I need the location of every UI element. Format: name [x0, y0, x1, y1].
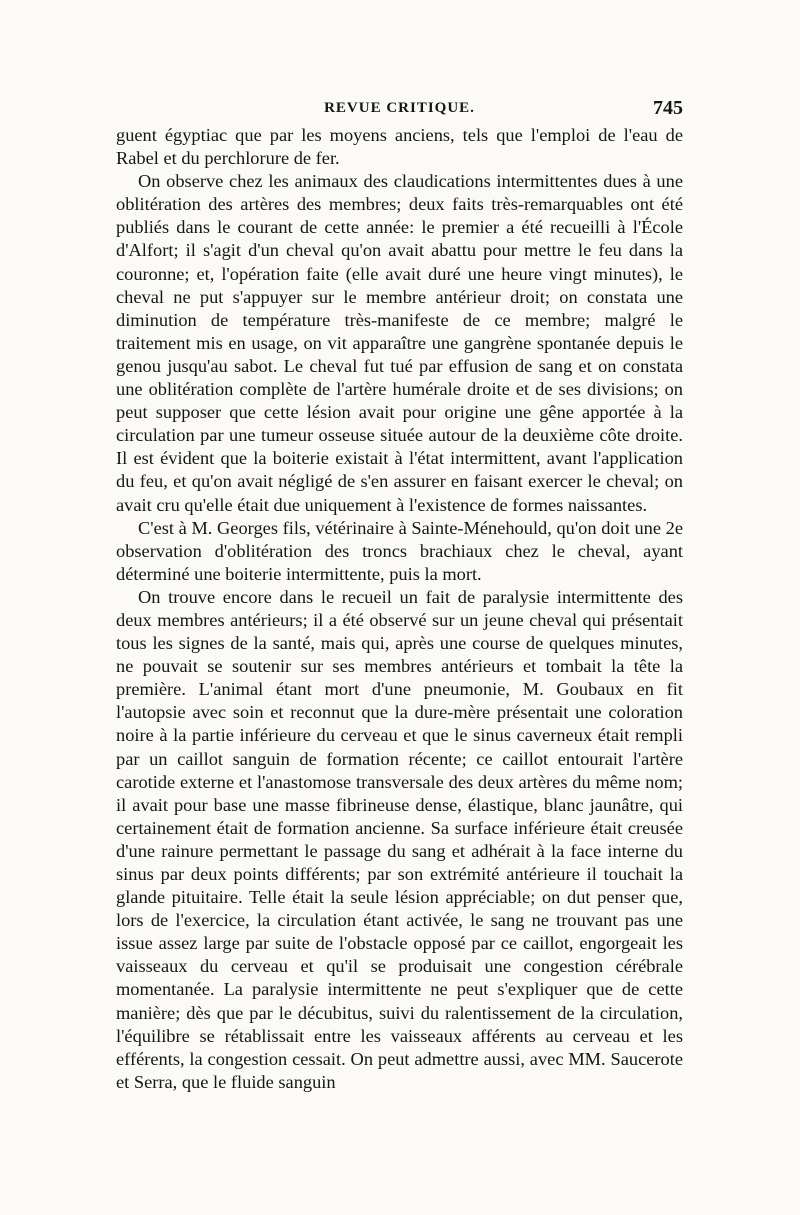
- body-text: [116, 124, 683, 1094]
- page-header: [116, 97, 683, 121]
- paragraph-claudications: On observe chez les animaux des claudications intermittentes dues à une oblitération des artères des membres; deux faits très-remarquables ont été publiés dans le courant de cette année: le premier a été recueilli à l'École d'Alfort; il s'agit d'un cheval qu'on avait abattu pour mettre le feu dans la couronne; et, l'opération faite (elle avait duré une heure vingt minutes), le cheval ne put s'appuyer sur le membre antérieur droit; on constata une diminution de température très-manifeste de ce membre; malgré le traitement mis en usage, on vit apparaître une gangrène spontanée depuis le genou jusqu'au sabot. Le cheval fut tué par effusion de sang et on constata une oblitération complète de l'artère humérale droite et de ses divisions; on peut supposer que cette lésion avait pour origine une gêne apportée à la circulation par une tumeur osseuse située autour de la deuxième côte droite. Il est évident que la boiterie existait à l'état intermittent, avant l'application du feu, et qu'on avait négligé de s'en assurer en faisant exercer le cheval; on avait cru qu'elle était due uniquement à l'existence de formes naissantes.: [116, 171, 683, 515]
- paragraph-georges-observation: C'est à M. Georges fils, vétérinaire à Sainte-Ménehould, qu'on doit une 2e observation d'oblitération des troncs brachiaux chez le cheval, ayant déterminé une boiterie intermittente, puis la mort.: [116, 517, 683, 584]
- paragraph-continuation: guent égyptiac que par les moyens anciens, tels que l'emploi de l'eau de Rabel et du perchlorure de fer.: [116, 125, 683, 169]
- paragraph-paralysie-intermittente: On trouve encore dans le recueil un fait de paralysie intermittente des deux membres antérieurs; il a été observé sur un jeune cheval qui présentait tous les signes de la santé, mais qui, après une course de quelques minutes, ne pouvait se soutenir sur ses membres antérieurs et tombait la tête la première. L'animal étant mort d'une pneumonie, M. Goubaux en fit l'autopsie avec soin et reconnut que la dure-mère présentait une coloration noire à la partie inférieure du cerveau et que le sinus caverneux était rempli par un caillot sanguin de formation récente; ce caillot entourait l'artère carotide externe et l'anastomose transversale des deux artères du même nom; il avait pour base une masse fibrineuse dense, élastique, blanc jaunâtre, qui certainement était de formation ancienne. Sa surface inférieure était creusée d'une rainure permettant le passage du sang et adhérait à la face interne du sinus par deux points différents; par son extrémité antérieure il touchait la glande pituitaire. Telle était la seule lésion appréciable; on dut penser que, lors de l'exercice, la circulation étant activée, le sang ne trouvant pas une issue assez large par suite de l'obstacle opposé par ce caillot, engorgeait les vaisseaux du cerveau et qu'il se produisait une congestion cérébrale momentanée. La paralysie intermittente ne peut s'expliquer que de cette manière; dès que par le décubitus, suivi du ralentissement de la circulation, l'équilibre se rétablissait entre les vaisseaux afférents au cerveau et les efférents, la congestion cessait. On peut admettre aussi, avec MM. Saucerote et Serra, que le fluide sanguin: [116, 586, 683, 1092]
- running-title: REVUE CRITIQUE.: [324, 100, 475, 116]
- page-number: 745: [653, 97, 683, 119]
